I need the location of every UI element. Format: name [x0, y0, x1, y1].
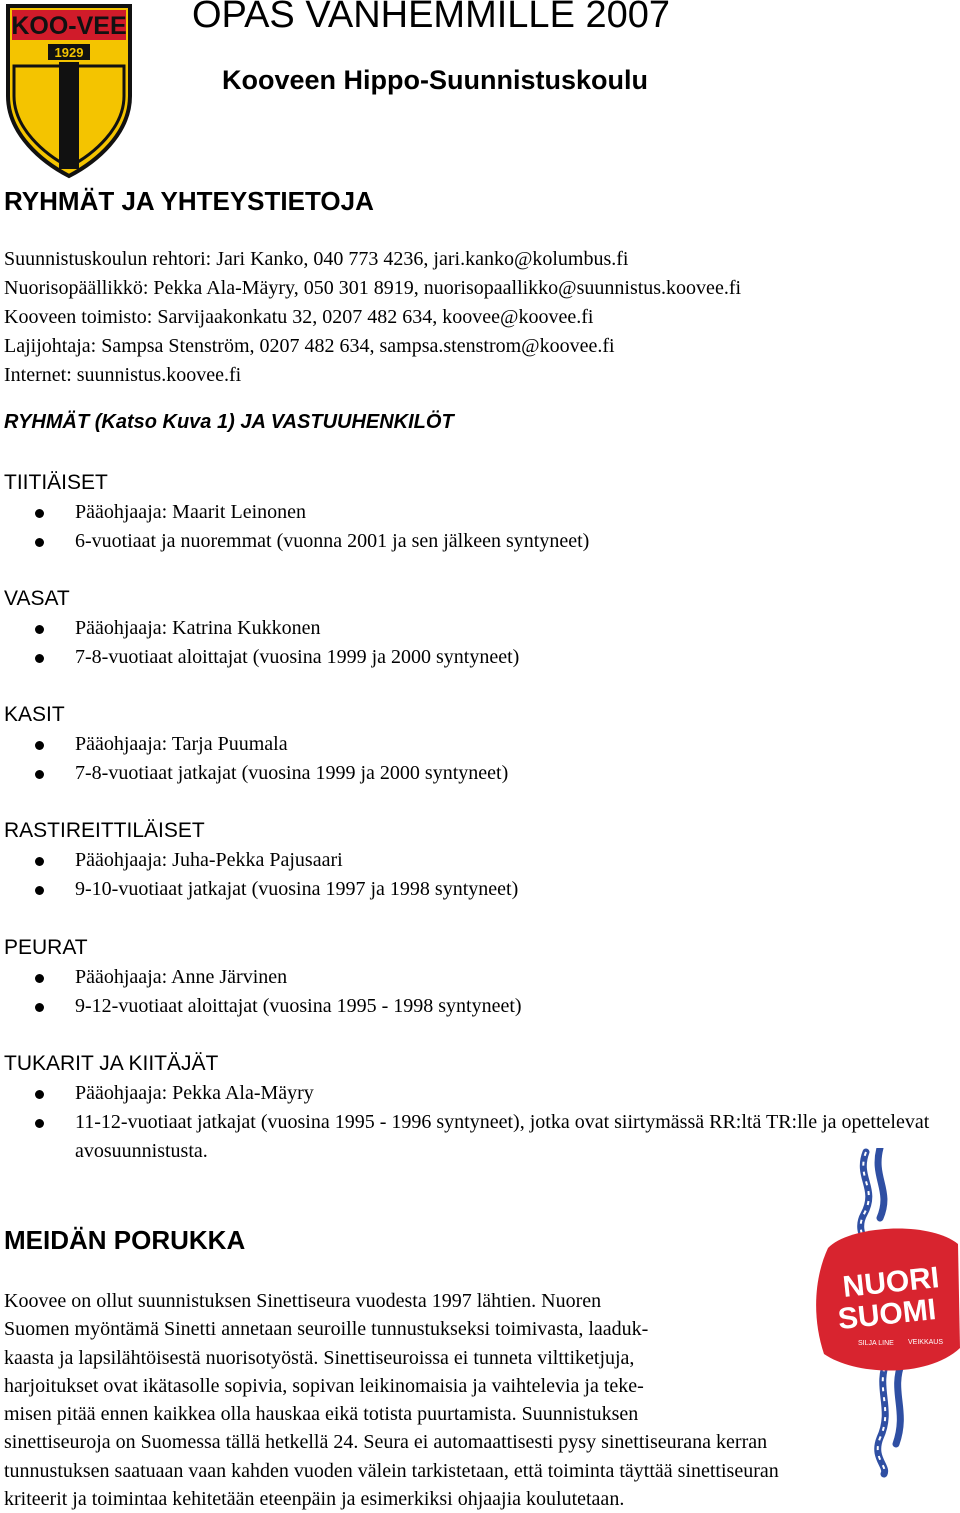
group-title: KASIT: [4, 703, 65, 726]
contact-line: Nuorisopäällikkö: Pekka Ala-Mäyry, 050 301 8919, nuorisopaallikko@suunnistus.koovee.fi: [4, 277, 742, 299]
list-item: [4, 875, 955, 904]
bullet-icon: [35, 625, 44, 634]
list-item: [4, 730, 955, 759]
list-item: [4, 498, 955, 527]
group-list: [4, 963, 944, 1021]
paragraph-line: kaasta ja lapsilähtöisestä nuorisotyöstä. Sinettiseuroissa ei tunneta vilttiketjuja,: [4, 1346, 635, 1369]
contact-line: Kooveen toimisto: Sarvijaakonkatu 32, 0207 482 634, koovee@koovee.fi: [4, 306, 594, 328]
group-title: VASAT: [4, 587, 70, 610]
paragraph-line: Koovee on ollut suunnistuksen Sinettiseura vuodesta 1997 lähtien. Nuoren: [4, 1290, 602, 1312]
paragraph-line: harjoitukset ovat ikätasolle sopivia, sopivan leikinomaisia ja vaihtelevia ja teke-: [4, 1374, 644, 1397]
group-title: TUKARIT JA KIITÄJÄT: [4, 1052, 219, 1075]
contacts-heading: RYHMÄT JA YHTEYSTIETOJA: [4, 186, 374, 216]
list-item-text: 7-8-vuotiaat jatkajat (vuosina 1999 ja 2000 syntyneet): [75, 762, 509, 784]
list-item: [4, 759, 955, 788]
bullet-icon: [35, 538, 44, 547]
koo-vee-logo: [4, 4, 134, 179]
document-subtitle: Kooveen Hippo-Suunnistuskoulu: [222, 65, 648, 95]
list-item: [4, 992, 955, 1021]
list-item-text: 9-12-vuotiaat aloittajat (vuosina 1995 - 1998 syntyneet): [75, 995, 522, 1017]
group-title: TIITIÄISET: [4, 471, 108, 494]
group-kasit: [4, 699, 944, 788]
list-item-text: Pääohjaaja: Juha-Pekka Pajusaari: [75, 849, 343, 871]
porukka-heading: MEIDÄN PORUKKA: [4, 1225, 246, 1255]
group-peurat: [4, 932, 944, 1021]
list-item-text: Pääohjaaja: Maarit Leinonen: [75, 501, 307, 523]
bullet-icon: [35, 1003, 44, 1012]
groups-heading: RYHMÄT (Katso Kuva 1) JA VASTUUHENKILÖT: [4, 411, 454, 433]
paragraph-line: Suomen myöntämä Sinetti annetaan seuroille tunnustukseksi toimivasta, laaduk-: [4, 1318, 649, 1341]
list-item-text: Pääohjaaja: Tarja Puumala: [75, 733, 288, 755]
svg-text:NUORI: NUORI: [841, 1261, 941, 1305]
group-rastireittilaiset: [4, 815, 944, 904]
bullet-icon: [35, 886, 44, 895]
list-item-text: 11-12-vuotiaat jatkajat (vuosina 1995 - 1996 syntyneet), jotka ovat siirtymässä RR:ltä TR:lle ja opettelevat avosuunnistusta.: [75, 1111, 930, 1162]
svg-text:VEIKKAUS: VEIKKAUS: [908, 1339, 944, 1346]
list-item-text: Pääohjaaja: Anne Järvinen: [75, 966, 288, 988]
bullet-icon: [35, 974, 44, 983]
porukka-paragraph: [4, 1287, 779, 1513]
bullet-icon: [35, 1090, 44, 1099]
bullet-icon: [35, 1119, 44, 1128]
list-item: [4, 527, 955, 556]
group-tukarit-ja-kiitajat: [4, 1048, 944, 1166]
list-item: [4, 614, 955, 643]
paragraph-line: tunnustuksen saatuaan vaan kahden vuoden välein tarkistetaan, että toiminta täyttää sinettiseuran: [4, 1459, 779, 1482]
group-list: [4, 498, 944, 556]
svg-text:SILJA LINE: SILJA LINE: [858, 1340, 894, 1347]
list-item: [4, 643, 955, 672]
group-list: [4, 614, 944, 672]
contact-line: Internet: suunnistus.koovee.fi: [4, 364, 242, 386]
group-list: [4, 730, 944, 788]
nuori-suomi-logo: [808, 1148, 960, 1478]
list-item: [4, 846, 955, 875]
list-item: [4, 963, 955, 992]
group-title: RASTIREITTILÄISET: [4, 819, 205, 842]
group-title: PEURAT: [4, 936, 88, 959]
contacts-block: [4, 245, 741, 390]
contact-line: Lajijohtaja: Sampsa Stenström, 0207 482 634, sampsa.stenstrom@koovee.fi: [4, 335, 615, 357]
paragraph-line: sinettiseuroja on Suomessa tällä hetkellä 24. Seura ei automaattisesti pysy sinettiseurana kerran: [4, 1431, 768, 1454]
group-list: [4, 1079, 944, 1166]
list-item-text: Pääohjaaja: Katrina Kukkonen: [75, 617, 321, 639]
document-title: OPAS VANHEMMILLE 2007: [192, 0, 671, 36]
list-item-text: Pääohjaaja: Pekka Ala-Mäyry: [75, 1082, 314, 1104]
paragraph-line: misen pitää ennen kaikkea olla hauskaa eikä totista puurtamista. Suunnistuksen: [4, 1403, 639, 1426]
group-tiitiaiset: [4, 467, 944, 556]
group-list: [4, 846, 944, 904]
paragraph-line: kriteerit ja toimintaa kehitetään eteenpäin ja esimerkiksi ohjaajia koulutetaan.: [4, 1488, 625, 1511]
bullet-icon: [35, 770, 44, 779]
bullet-icon: [35, 654, 44, 663]
contact-line: Suunnistuskoulun rehtori: Jari Kanko, 040 773 4236, jari.kanko@kolumbus.fi: [4, 248, 629, 270]
svg-text:SUOMI: SUOMI: [836, 1293, 938, 1337]
bullet-icon: [35, 741, 44, 750]
bullet-icon: [35, 857, 44, 866]
bullet-icon: [35, 509, 44, 518]
group-vasat: [4, 583, 944, 672]
list-item: [4, 1079, 955, 1108]
svg-text:KOO-VEE: KOO-VEE: [11, 12, 127, 40]
list-item-text: 7-8-vuotiaat aloittajat (vuosina 1999 ja 2000 syntyneet): [75, 646, 520, 668]
list-item-text: 9-10-vuotiaat jatkajat (vuosina 1997 ja 1998 syntyneet): [75, 878, 519, 900]
svg-text:1929: 1929: [54, 45, 84, 60]
list-item-text: 6-vuotiaat ja nuoremmat (vuonna 2001 ja sen jälkeen syntyneet): [75, 530, 590, 552]
